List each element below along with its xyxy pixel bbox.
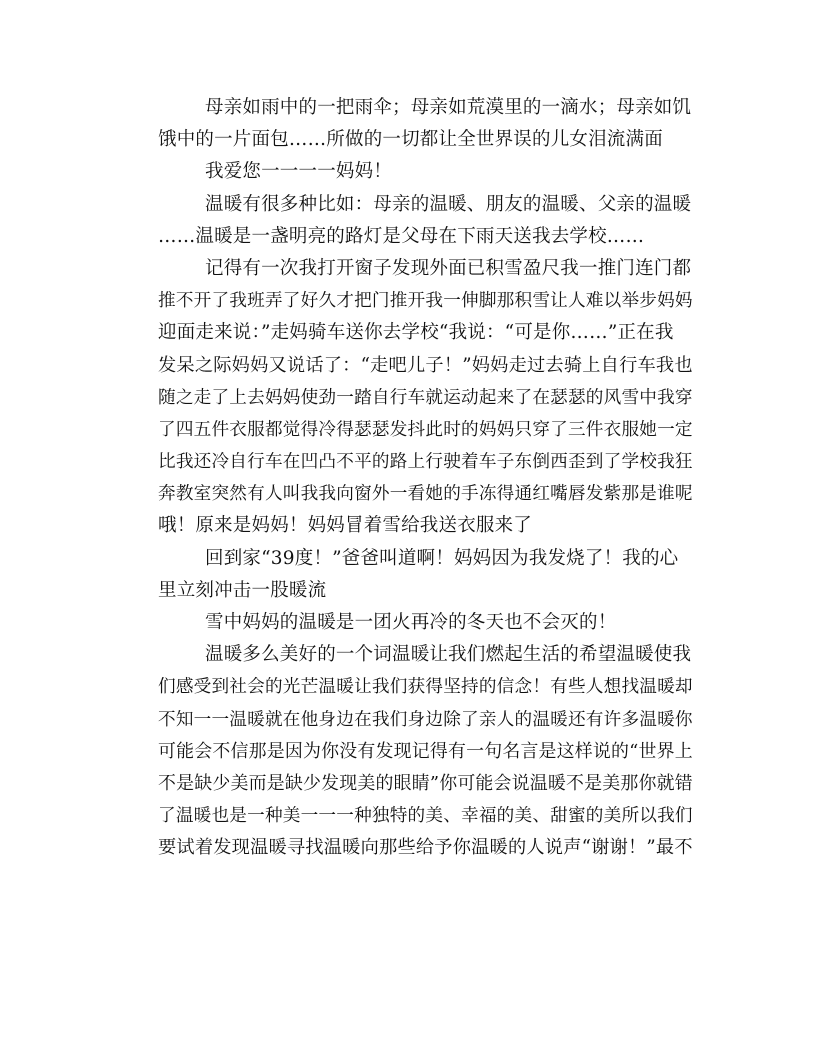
text-line: 比我还冷自行车在凹凸不平的路上行驶着车子东倒西歪到了学校我狂 bbox=[158, 452, 693, 473]
text-line: 随之走了上去妈妈使劲一踏自行车就运动起来了在瑟瑟的风雪中我穿 bbox=[158, 387, 693, 408]
text-line: 记得有一次我打开窗子发现外面已积雪盈尺我一推门连门都 bbox=[205, 257, 692, 279]
text-line: ……温暖是一盏明亮的路灯是父母在下雨天送我去学校…… bbox=[158, 225, 645, 247]
text-line: 要试着发现温暖寻找温暖向那些给予你温暖的人说声“谢谢！”最不 bbox=[158, 837, 693, 859]
document-body bbox=[158, 92, 693, 865]
text-line: 不是缺少美而是缺少发现美的眼睛”你可能会说温暖不是美那你就错 bbox=[158, 772, 693, 794]
text-line: 了温暖也是一种美一一一种独特的美、幸福的美、甜蜜的美所以我们 bbox=[158, 806, 693, 827]
text-line: 迎面走来说：”走妈骑车送你去学校“我说：“可是你……”正在我 bbox=[158, 322, 674, 344]
text-line: 雪中妈妈的温暖是一团火再冷的冬天也不会灭的！ bbox=[205, 612, 617, 633]
text-line: 不知一一温暖就在他身边在我们身边除了亲人的温暖还有许多温暖你 bbox=[158, 709, 693, 730]
text-line: 奔教室突然有人叫我我向窗外一看她的手冻得通红嘴唇发紫那是谁呢 bbox=[158, 484, 693, 505]
text-line: 温暖有很多种比如：母亲的温暖、朋友的温暖、父亲的温暖 bbox=[205, 193, 692, 215]
text-line: 温暖多么美好的一个词温暖让我们燃起生活的希望温暖使我 bbox=[205, 644, 692, 666]
text-line: 饿中的一片面包……所做的一切都让全世界误的儿女泪流满面 bbox=[158, 129, 663, 151]
text-line: 发呆之际妈妈又说话了：“走吧儿子！”妈妈走过去骑上自行车我也 bbox=[158, 354, 693, 376]
text-line: 母亲如雨中的一把雨伞；母亲如荒漠里的一滴水；母亲如饥 bbox=[205, 97, 692, 118]
text-line: 回到家“39度！”爸爸叫道啊！妈妈因为我发烧了！我的心 bbox=[205, 547, 679, 569]
text-line: 了四五件衣服都觉得冷得瑟瑟发抖此时的妈妈只穿了三件衣服她一定 bbox=[158, 419, 693, 440]
text-line: 可能会不信那是因为你没有发现记得有一句名言是这样说的“世界上 bbox=[158, 740, 693, 762]
text-line: 们感受到社会的光芒温暖让我们获得坚持的信念！有些人想找温暖却 bbox=[158, 677, 693, 698]
text-line: 我爱您一一一一妈妈！ bbox=[205, 161, 393, 183]
text-line: 里立刻冲击一股暖流 bbox=[158, 579, 327, 601]
text-line: 哦！原来是妈妈！妈妈冒着雪给我送衣服来了 bbox=[158, 515, 533, 537]
text-line: 推不开了我班弄了好久才把门推开我一伸脚那积雪让人难以举步妈妈 bbox=[158, 291, 693, 312]
